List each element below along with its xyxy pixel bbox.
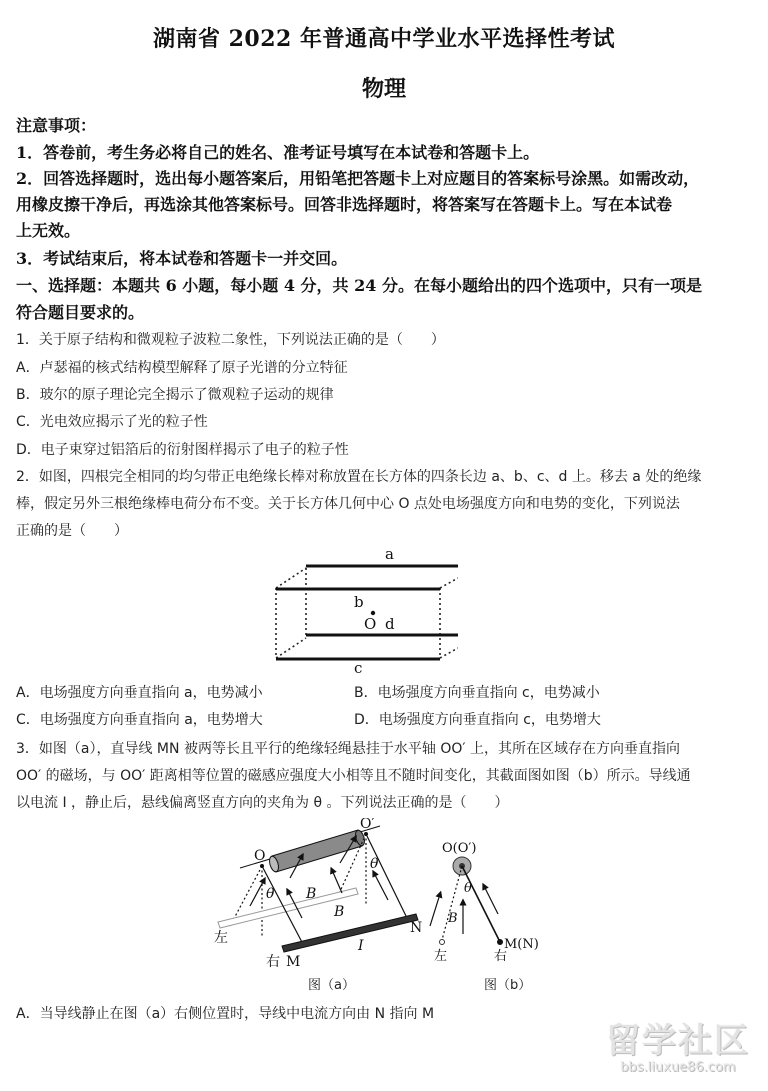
b-field-label-1: B [306,886,317,902]
watermark-logo [598,1022,758,1084]
rod-b-label: b [354,593,364,611]
q2-stem-3: 正确的是（ ） [16,523,128,539]
rod-c-label: c [354,659,363,673]
axis-o-prime-label: O′ [360,818,375,832]
q1-option-a: A．卢瑟福的核式结构模型解释了原子光谱的分立特征 [16,360,348,376]
left-label: 左 [434,949,448,964]
notice-item-2: 2．回答选择题时，选出每小题答案后，用铅笔把答题卡上对应题目的答案标号涂黑。如需改动， [16,169,700,188]
notice-item-1: 1．答卷前，考生务必将自己的姓名、准考证号填写在本试卷和答题卡上。 [16,143,540,162]
q1-stem: 1．关于原子结构和微观粒子波粒二象性，下列说法正确的是（ ） [16,332,445,348]
q3-option-a: A．当导线静止在图（a）右侧位置时，导线中电流方向由 N 指向 M [16,1006,435,1022]
q3-stem-3: 以电流 I ，静止后，悬线偏离竖直方向的夹角为 θ 。下列说法正确的是（ ） [16,795,509,811]
right-label: 右 [494,949,508,964]
rod-d-label: d [385,615,395,633]
q2-stem-1: 2．如图，四根完全相同的均匀带正电绝缘长棒对称放置在长方体的四条长边 a、b、c、d 上。移去 a 处的绝缘 [16,469,702,485]
end-m-label: M [286,954,301,970]
q3-stem-2: OO′ 的磁场，与 OO′ 距离相等位置的磁感应强度大小相等且不随时间变化，其截面图如图（b）所示。导线通 [16,768,691,784]
axis-o-label: O [254,848,266,864]
rod-a-label: a [385,545,394,563]
q2-option-a: A．电场强度方向垂直指向 a，电势减小 [16,685,263,701]
watermark-url: bbs.liuxue86.com [620,1060,736,1075]
q1-option-b: B．玻尔的原子理论完全揭示了微观粒子运动的规律 [16,387,334,403]
section-heading: 一、选择题：本题共 6 小题，每小题 4 分，共 24 分。在每小题给出的四个选项中，只有一项是 [16,276,702,295]
notice-item-2-end: 上无效。 [16,221,81,240]
left-position-label: 左 [214,930,228,946]
center-o-label: O [364,615,377,633]
q2-option-b: B．电场强度方向垂直指向 c，电势减小 [354,685,600,701]
b-field-label-2: B [334,904,345,920]
notice-item-2-cont: 用橡皮擦干净后，再选涂其他答案标号。回答非选择题时，将答案写在答题卡上。写在本试卷 [16,195,673,214]
q3-stem-1: 3．如图（a），直导线 MN 被两等长且平行的绝缘轻绳悬挂于水平轴 OO′ 上，其所在区域存在方向垂直指向 [16,741,681,757]
q3-figure-b [420,830,540,995]
q1-option-c: C．光电效应揭示了光的粒子性 [16,414,208,430]
end-n-label: N [410,920,423,936]
notice-item-3: 3．考试结束后，将本试卷和答题卡一并交回。 [16,249,348,268]
q1-option-d: D．电子束穿过铝箔后的衍射图样揭示了电子的粒子性 [16,442,349,458]
q2-stem-2: 棒，假定另外三根绝缘棒电荷分布不变。关于长方体几何中心 O 点处电场强度方向和电势的变化，下列说法 [16,496,680,512]
q3-figure-a [210,818,425,993]
theta-label-left: θ [266,886,275,902]
notice-heading: 注意事项： [16,116,97,135]
theta-label-right: θ [370,856,379,872]
theta-label: θ [464,881,472,896]
section-heading-cont: 符合题目要求的。 [16,303,145,322]
exam-subject: 物理 [361,76,406,102]
current-i-label: I [358,938,364,954]
right-position-label: 右 [266,954,280,970]
axis-label: O(O′) [442,841,477,856]
wire-mn-label: M(N) [504,937,539,952]
q2-box-figure [268,545,458,673]
q2-option-d: D．电场强度方向垂直指向 c，电势增大 [354,712,601,728]
watermark-text: 留学社区 [606,1021,750,1061]
figure-b-caption: 图（b） [484,978,532,993]
b-field-label: B [448,911,458,926]
figure-a-caption: 图（a） [308,978,355,993]
exam-title: 湖南省 2022 年普通高中学业水平选择性考试 [152,26,616,52]
q2-option-c: C．电场强度方向垂直指向 a，电势增大 [16,712,263,728]
